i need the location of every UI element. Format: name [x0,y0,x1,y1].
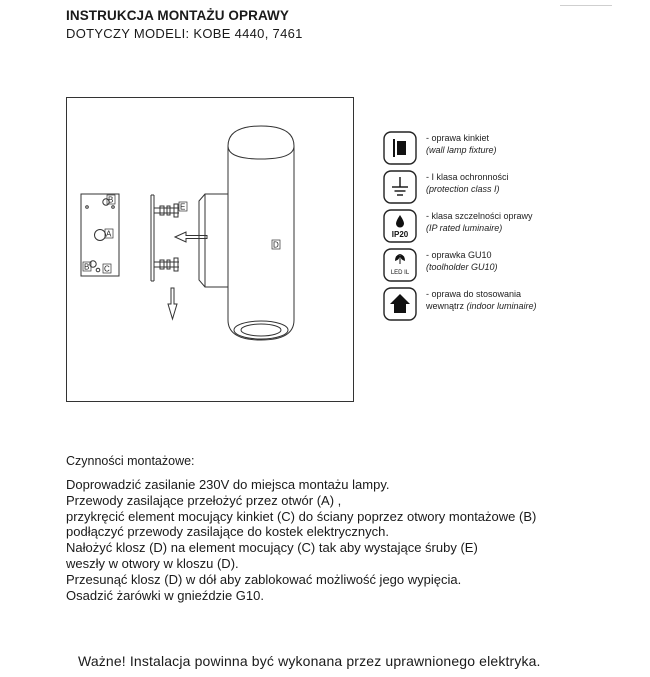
instruction-step: Przewody zasilające przełożyć przez otwór (A) , [66,492,342,508]
label-e: E [180,202,186,212]
hole-a [95,230,106,241]
legend-item-wall-lamp [383,131,633,165]
safety-warning: Ważne! Instalacja powinna być wykonana przez uprawnionego elektryka. [78,653,541,669]
legend-wall-lamp-pl: - oprawa kinkiet [426,133,490,143]
down-arrow [168,288,177,319]
legend-item-gu10 [383,248,633,282]
ip-rating-icon [383,209,417,243]
instruction-step: Osadzić żarówki w gnieździe G10. [66,587,264,603]
legend-gu10-pl: - oprawka GU10 [426,250,492,260]
hole-c [96,268,100,272]
instruction-step: Doprowadzić zasilanie 230V do miejsca montażu lampy. [66,477,390,492]
assembly-drawing [67,98,355,403]
instruction-step: Nałożyć klosz (D) na element mocujący (C) tak aby wystające śruby (E) [66,540,478,556]
assembly-diagram [66,97,354,402]
instruction-step: Przesunąć klosz (D) w dół aby zablokować możliwość jego wypięcia. [66,571,462,587]
instructions-list [66,477,536,603]
ip-rating-text: IP20 [391,230,409,239]
ground-icon [383,170,417,204]
wall-lamp-icon [383,131,417,165]
legend-indoor-pl: - oprawa do stosowania [426,289,522,299]
legend-indoor-pl2: wewnątrz [426,301,467,311]
label-c: C [104,264,110,274]
legend-indoor-en: (indoor luminaire) [466,301,537,311]
left-arrow [175,232,207,242]
legend-wall-lamp-en: (wall lamp fixture) [426,145,497,155]
legend-ip-en: (IP rated luminaire) [426,223,503,233]
led-source-icon [383,248,417,282]
instruction-step: podłączyć przewody zasilające do kostek elektrycznych. [66,524,389,540]
label-b-bottom: B [84,262,90,272]
legend-item-ip-rating [383,209,633,243]
instructions-heading: Czynności montażowe: [66,454,195,468]
label-b-top: B [108,195,114,205]
legend-protection-pl: - I klasa ochronności [426,172,509,182]
instruction-step: przykręcić element mocujący kinkiet (C) do ściany poprzez otwory montażowe (B) [66,508,537,524]
wall-box [199,194,228,287]
lamp-cylinder [228,126,294,340]
indoor-icon [383,287,417,321]
page-subtitle: DOTYCZY MODELI: KOBE 4440, 7461 [66,26,303,41]
label-a: A [106,229,112,239]
legend-ip-pl: - klasa szczelności oprawy [426,211,533,221]
led-source-text: LED IL [390,270,410,276]
legend-item-protection-class [383,170,633,204]
legend-protection-en: (protection class I) [426,184,500,194]
label-d: D [273,240,279,250]
instruction-step: weszły w otwory w kloszu (D). [66,555,239,571]
legend-gu10-en: (toolholder GU10) [426,262,498,272]
page-title: INSTRUKCJA MONTAŻU OPRAWY [66,8,289,23]
legend-item-indoor [383,287,633,321]
top-rule [560,5,612,6]
